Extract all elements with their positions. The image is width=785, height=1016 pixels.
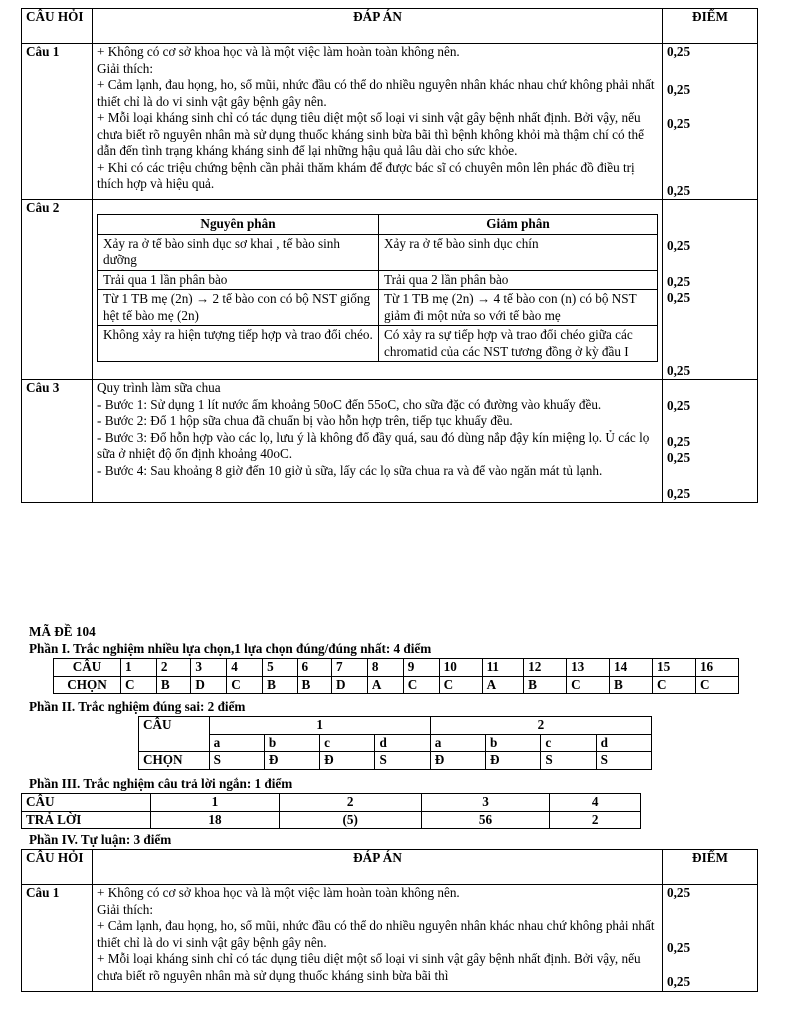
row-label: CÂU xyxy=(54,659,121,677)
header-diem: ĐIỂM xyxy=(663,9,758,44)
question-number: 7 xyxy=(331,659,367,677)
answer-line: + Mỗi loại kháng sinh chỉ có tác dụng tiêu diệt một số loại vi sinh vật gây bệnh nhất định. Bởi vậy, nếu chưa biết rõ nguyên nhân mà sử dụng thuốc kháng sinh bừa bãi thì xyxy=(97,951,641,983)
answer-choice: S xyxy=(209,752,264,770)
part3-title: Phần III. Trắc nghiệm câu trả lời ngắn: 1 điểm xyxy=(29,776,293,791)
header-diem: ĐIỂM xyxy=(663,850,758,885)
answer-value: 2 xyxy=(550,811,641,829)
answer-choice: C xyxy=(439,676,482,694)
part1-title: Phần I. Trắc nghiệm nhiều lựa chọn,1 lựa chọn đúng/đúng nhất: 4 điểm xyxy=(29,641,432,656)
table-cell: Có xảy ra sự tiếp hợp và trao đổi chéo giữa các chromatid của các NST tương đồng ở kỳ đầu I xyxy=(379,326,658,362)
question-number: 1 xyxy=(209,717,430,735)
point-value: 0,25 xyxy=(667,885,691,900)
answer-line: + Cảm lạnh, đau họng, ho, sổ mũi, nhức đầu có thể do nhiều nguyên nhân khác nhau chứ không phải nhất thiết chỉ là do vi sinh vật gây bệnh gây nên. xyxy=(97,77,655,109)
sub-question: b xyxy=(264,734,319,752)
point-value: 0,25 xyxy=(667,450,691,465)
answer-line: - Bước 1: Sử dụng 1 lít nước ấm khoảng 50oC đến 55oC, cho sữa đặc có đường vào khuấy đều. xyxy=(97,396,602,412)
question-label: Câu 2 xyxy=(22,200,93,380)
question-number: 10 xyxy=(439,659,482,677)
answer-choice: C xyxy=(652,676,695,694)
table-cell: Từ 1 TB mẹ (2n) → 2 tế bào con có bộ NST giống hệt tế bào mẹ (2n) xyxy=(98,290,379,326)
answer-value: (5) xyxy=(279,811,421,829)
answer-choice: Đ xyxy=(264,752,319,770)
points-cell xyxy=(663,885,758,992)
header-cau: CÂU HỎI xyxy=(22,9,93,44)
answer-line: Giải thích: xyxy=(97,60,154,76)
points-cell xyxy=(663,380,758,503)
column-header: Giảm phân xyxy=(379,215,658,235)
header-dap-an: ĐÁP ÁN xyxy=(93,9,663,44)
answer-table-2 xyxy=(21,849,758,992)
answer-cell xyxy=(93,44,663,200)
question-number: 15 xyxy=(652,659,695,677)
sub-question: a xyxy=(430,734,485,752)
question-number: 16 xyxy=(695,659,738,677)
question-number: 6 xyxy=(297,659,331,677)
answer-choice: D xyxy=(191,676,227,694)
answer-table-1 xyxy=(21,8,758,503)
column-header: Nguyên phân xyxy=(98,215,379,235)
question-number: 2 xyxy=(279,794,421,812)
point-value: 0,25 xyxy=(667,433,691,449)
answer-value: 18 xyxy=(151,811,280,829)
answer-choice: C xyxy=(567,676,610,694)
question-number: 9 xyxy=(403,659,439,677)
answer-choice: B xyxy=(524,676,567,694)
true-false-table xyxy=(138,716,652,770)
row-label: TRẢ LỜI xyxy=(22,811,151,829)
answer-choice: A xyxy=(482,676,524,694)
points-cell xyxy=(663,200,758,380)
answer-choice: C xyxy=(695,676,738,694)
answer-line: - Bước 3: Đổ hỗn hợp vào các lọ, lưu ý là không đổ đầy quá, sau đó dùng nắp đậy kín miệng lọ. Ủ các lọ sữa ở nhiệt độ ổn định khoảng 40oC. xyxy=(97,429,650,461)
answer-choice: C xyxy=(227,676,263,694)
answer-choice: S xyxy=(541,752,596,770)
part4-title: Phần IV. Tự luận: 3 điểm xyxy=(29,832,172,847)
table-cell: Trải qua 1 lần phân bào xyxy=(98,270,379,290)
sub-question: a xyxy=(209,734,264,752)
question-number: 1 xyxy=(151,794,280,812)
answer-line: + Cảm lạnh, đau họng, ho, sổ mũi, nhức đầu có thể do nhiều nguyên nhân khác nhau chứ không phải nhất thiết chỉ là do vi sinh vật gây bệnh gây nên. xyxy=(97,918,655,950)
answer-line: Quy trình làm sữa chua xyxy=(97,380,221,395)
sub-question: d xyxy=(596,734,651,752)
question-label: Câu 3 xyxy=(22,380,93,503)
answer-line: + Không có cơ sở khoa học và là một việc làm hoàn toàn không nên. xyxy=(97,44,460,59)
point-value: 0,25 xyxy=(667,290,691,305)
question-number: 13 xyxy=(567,659,610,677)
sub-question: c xyxy=(541,734,596,752)
answer-line: + Mỗi loại kháng sinh chỉ có tác dụng tiêu diệt một số loại vi sinh vật gây bệnh nhất định. Bởi vậy, nếu chưa biết rõ nguyên nhân mà sử dụng thuốc kháng sinh bừa bãi thì bệnh không khỏi mà thậm chí có thể dẫn đến tình trạng kháng kháng sinh để lại những hậu quả lâu dài cho sức khỏe. xyxy=(97,110,644,158)
point-value: 0,25 xyxy=(667,116,691,131)
exam-code: MÃ ĐỀ 104 xyxy=(29,624,96,639)
sub-question: d xyxy=(375,734,430,752)
comparison-table xyxy=(97,214,658,362)
sub-question: c xyxy=(320,734,375,752)
answer-choice: D xyxy=(331,676,367,694)
question-number: 4 xyxy=(227,659,263,677)
header-dap-an: ĐÁP ÁN xyxy=(93,850,663,885)
point-value: 0,25 xyxy=(667,238,691,253)
question-number: 8 xyxy=(367,659,403,677)
question-label: Câu 1 xyxy=(22,44,93,200)
answer-choice: C xyxy=(121,676,157,694)
answer-choice: B xyxy=(156,676,190,694)
answer-choice: B xyxy=(610,676,653,694)
answer-choice: B xyxy=(263,676,297,694)
answer-cell xyxy=(93,200,663,380)
part2-title: Phần II. Trắc nghiệm đúng sai: 2 điểm xyxy=(29,699,246,714)
question-number: 3 xyxy=(191,659,227,677)
point-value: 0,25 xyxy=(667,44,691,59)
answer-choice: C xyxy=(403,676,439,694)
answer-choice: B xyxy=(297,676,331,694)
question-number: 3 xyxy=(421,794,550,812)
question-number: 5 xyxy=(263,659,297,677)
question-number: 1 xyxy=(121,659,157,677)
answer-choice: A xyxy=(367,676,403,694)
row-label: CHỌN xyxy=(54,676,121,694)
table-cell: Xảy ra ở tế bào sinh dục sơ khai , tế bào sinh dưỡng xyxy=(98,234,379,270)
row-label: CHỌN xyxy=(139,752,210,770)
answer-line: + Không có cơ sở khoa học và là một việc làm hoàn toàn không nên. xyxy=(97,885,460,900)
point-value: 0,25 xyxy=(667,362,691,378)
answer-cell xyxy=(93,885,663,992)
point-value: 0,25 xyxy=(667,485,691,501)
header-cau: CÂU HỎI xyxy=(22,850,93,885)
point-value: 0,25 xyxy=(667,974,691,989)
table-cell: Từ 1 TB mẹ (2n) → 4 tế bào con (n) có bộ NST giảm đi một nửa so với tế bào mẹ xyxy=(379,290,658,326)
point-value: 0,25 xyxy=(667,273,691,289)
point-value: 0,25 xyxy=(667,81,691,97)
row-label: CÂU xyxy=(22,794,151,812)
answer-choice: Đ xyxy=(320,752,375,770)
mcq-answer-table xyxy=(53,658,739,694)
question-number: 2 xyxy=(430,717,651,735)
question-number: 2 xyxy=(156,659,190,677)
question-number: 12 xyxy=(524,659,567,677)
question-number: 4 xyxy=(550,794,641,812)
point-value: 0,25 xyxy=(667,939,691,955)
answer-choice: S xyxy=(596,752,651,770)
short-answer-table xyxy=(21,793,641,829)
question-label: Câu 1 xyxy=(22,885,93,992)
answer-value: 56 xyxy=(421,811,550,829)
table-cell: Không xảy ra hiện tượng tiếp hợp và trao đổi chéo. xyxy=(98,326,379,362)
sub-question: b xyxy=(486,734,541,752)
answer-choice: Đ xyxy=(430,752,485,770)
answer-choice: Đ xyxy=(486,752,541,770)
table-cell: Xảy ra ở tế bào sinh dục chín xyxy=(379,234,658,270)
answer-choice: S xyxy=(375,752,430,770)
answer-line: Giải thích: xyxy=(97,901,154,917)
answer-line: + Khi có các triệu chứng bệnh cần phải thăm khám để được bác sĩ có chuyên môn lên phác đồ điều trị thích hợp và hiệu quả. xyxy=(97,159,635,191)
point-value: 0,25 xyxy=(667,398,691,413)
question-number: 11 xyxy=(482,659,524,677)
point-value: 0,25 xyxy=(667,182,691,198)
table-cell: Trải qua 2 lần phân bào xyxy=(379,270,658,290)
points-cell xyxy=(663,44,758,200)
question-number: 14 xyxy=(610,659,653,677)
answer-cell xyxy=(93,380,663,503)
row-label: CÂU xyxy=(139,717,210,752)
answer-line: - Bước 4: Sau khoảng 8 giờ đến 10 giờ ủ sữa, lấy các lọ sữa chua ra và để vào ngăn mát tủ lạnh. xyxy=(97,462,603,478)
answer-line: - Bước 2: Đổ 1 hộp sữa chua đã chuẩn bị vào hỗn hợp trên, tiếp tục khuấy đều. xyxy=(97,413,513,428)
